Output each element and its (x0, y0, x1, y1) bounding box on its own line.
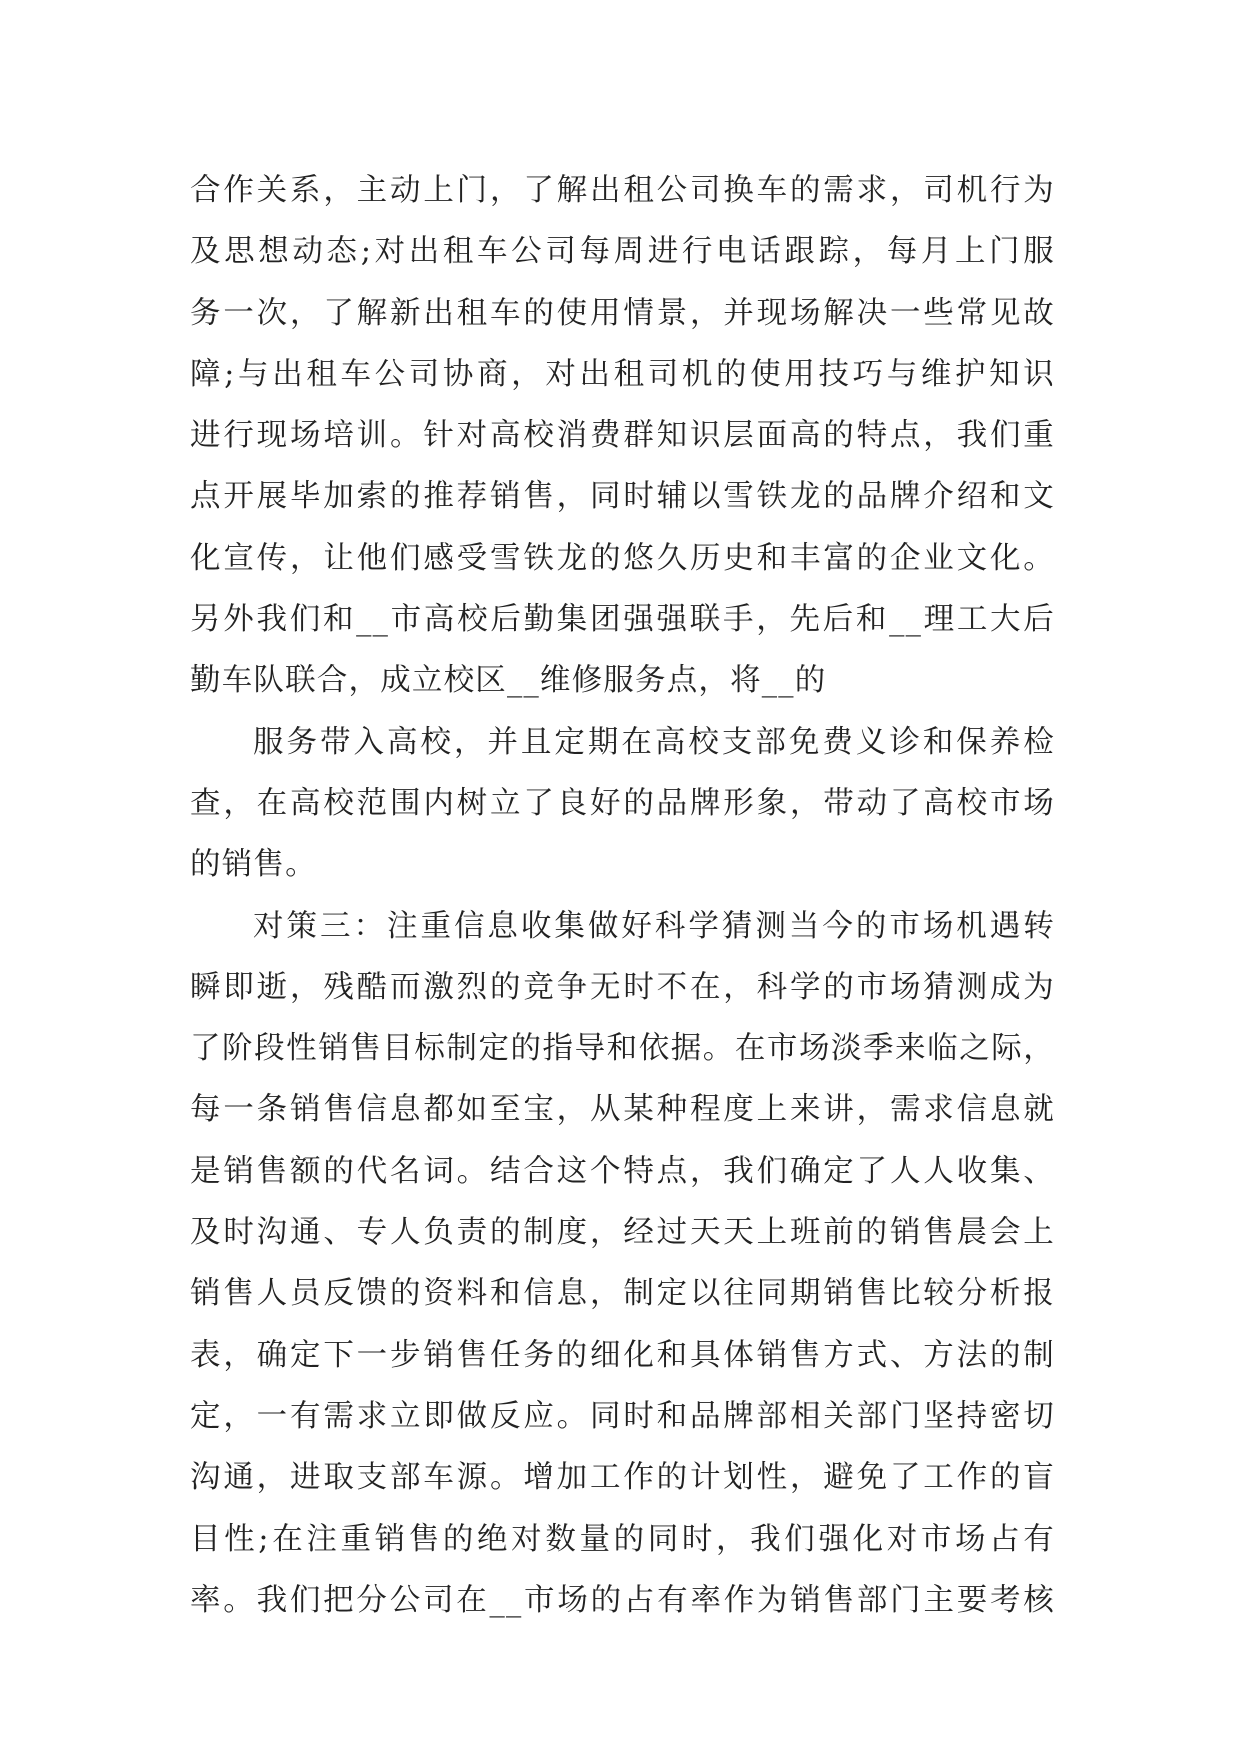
text-line: 定，一有需求立即做反应。同时和品牌部相关部门坚持密切 (190, 1398, 1055, 1434)
body-text (190, 160, 1055, 1631)
text-line: 障;与出租车公司协商，对出租司机的使用技巧与维护知识 (190, 356, 1055, 392)
text-line: 瞬即逝，残酷而激烈的竞争无时不在，科学的市场猜测成为 (190, 969, 1055, 1005)
text-line: 目性;在注重销售的绝对数量的同时，我们强化对市场占有 (190, 1521, 1055, 1557)
text-line: 的销售。 (190, 847, 317, 883)
text-line: 了阶段性销售目标制定的指导和依据。在市场淡季来临之际， (190, 1031, 1055, 1067)
text-line: 及时沟通、专人负责的制度，经过天天上班前的销售晨会上 (190, 1215, 1055, 1251)
text-line: 勤车队联合，成立校区__维修服务点，将__的 (190, 663, 827, 699)
text-line: 查，在高校范围内树立了良好的品牌形象，带动了高校市场 (190, 785, 1055, 821)
text-line: 销售人员反馈的资料和信息，制定以往同期销售比较分析报 (190, 1276, 1055, 1312)
text-line: 对策三：注重信息收集做好科学猜测当今的市场机遇转 (253, 908, 1055, 944)
text-line: 每一条销售信息都如至宝，从某种程度上来讲，需求信息就 (190, 1092, 1055, 1128)
text-line: 化宣传，让他们感受雪铁龙的悠久历史和丰富的企业文化。 (190, 540, 1055, 576)
text-line: 表，确定下一步销售任务的细化和具体销售方式、方法的制 (190, 1337, 1055, 1373)
text-line: 点开展毕加索的推荐销售，同时辅以雪铁龙的品牌介绍和文 (190, 479, 1055, 515)
text-line: 是销售额的代名词。结合这个特点，我们确定了人人收集、 (190, 1153, 1055, 1189)
text-line: 务一次，了解新出租车的使用情景，并现场解决一些常见故 (190, 295, 1055, 331)
text-line: 服务带入高校，并且定期在高校支部免费义诊和保养检 (253, 724, 1055, 760)
text-line: 合作关系，主动上门，了解出租公司换车的需求，司机行为 (190, 173, 1055, 208)
text-line: 另外我们和__市高校后勤集团强强联手，先后和__理工大后 (190, 602, 1055, 638)
text-line: 率。我们把分公司在__市场的占有率作为销售部门主要考核 (190, 1582, 1055, 1618)
text-line: 沟通，进取支部车源。增加工作的计划性，避免了工作的盲 (190, 1460, 1055, 1496)
text-line: 及思想动态;对出租车公司每周进行电话跟踪，每月上门服 (190, 234, 1055, 270)
text-line: 进行现场培训。针对高校消费群知识层面高的特点，我们重 (190, 418, 1055, 454)
